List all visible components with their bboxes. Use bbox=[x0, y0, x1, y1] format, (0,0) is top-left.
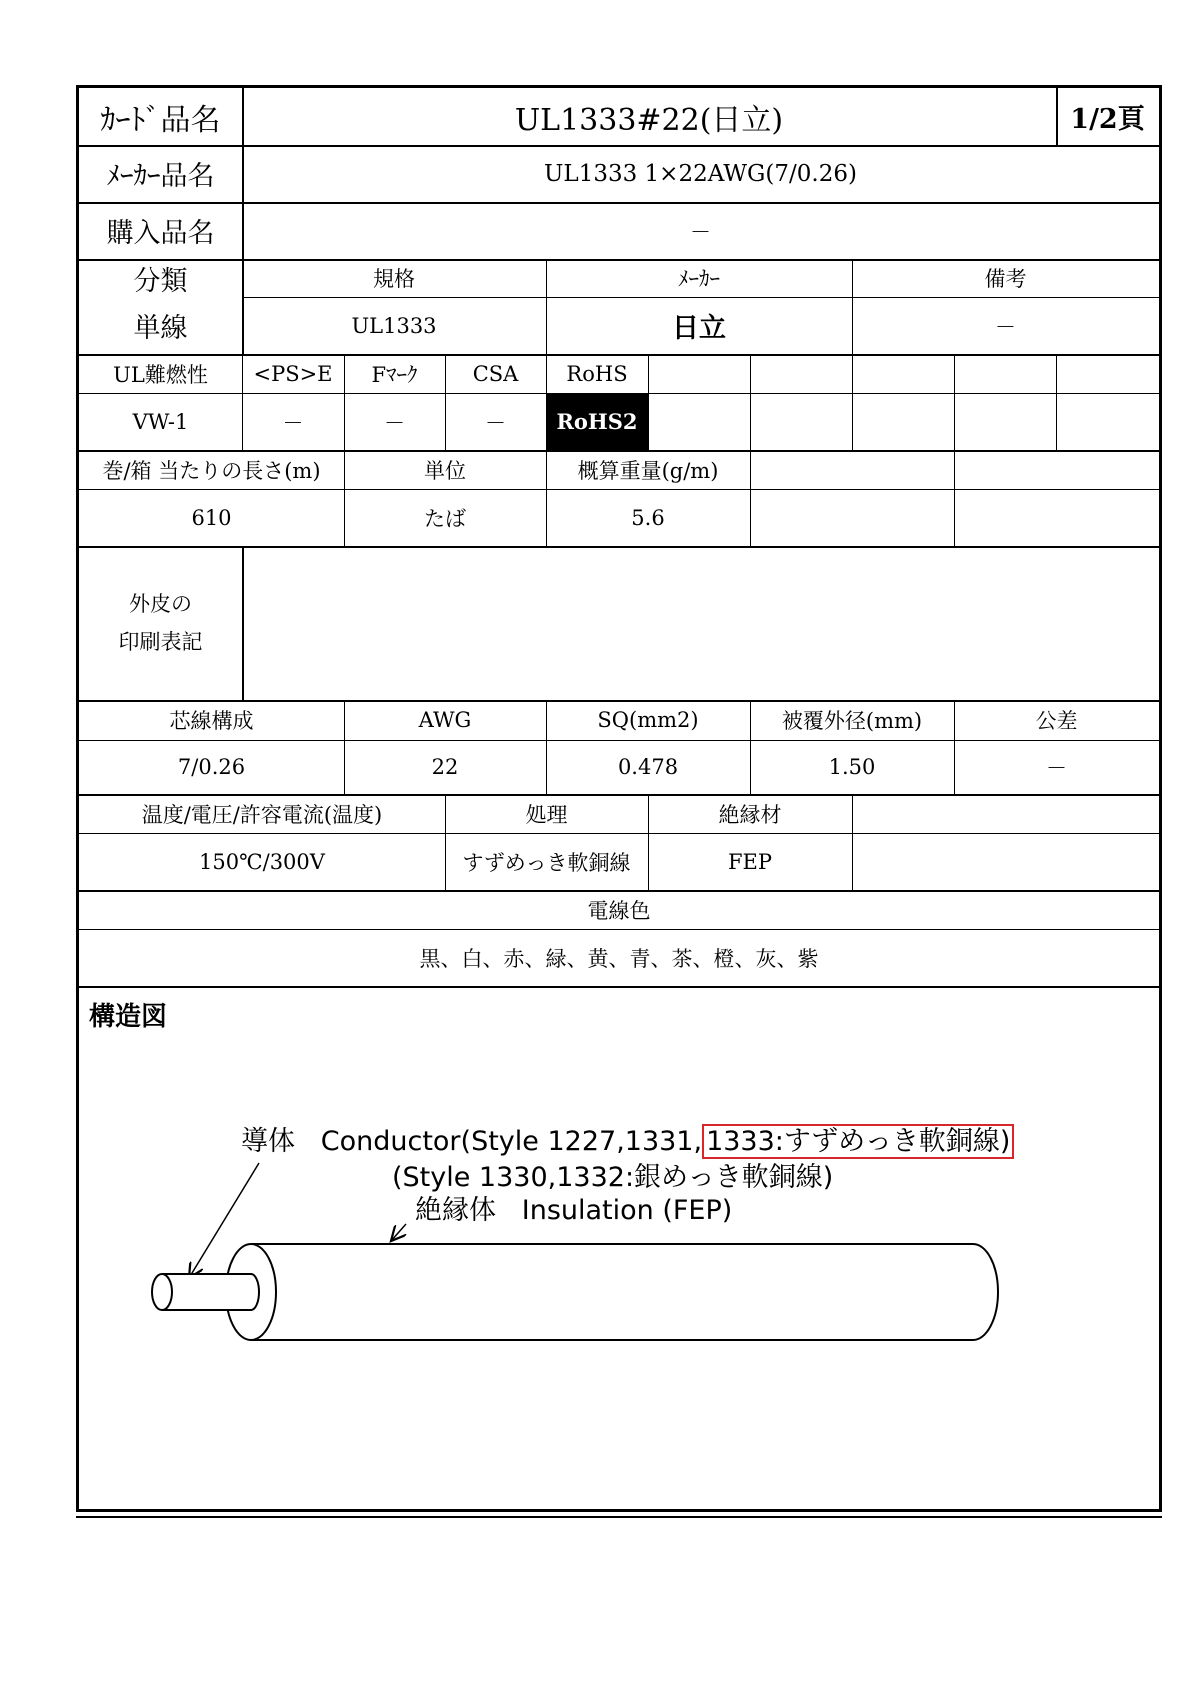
purchase-name-label: 購入品名 bbox=[106, 218, 215, 249]
conductor-styles-prefix: (Style 1227,1331, bbox=[460, 1126, 703, 1157]
wire-color-value: 黒、白、赤、緑、黄、青、茶、橙、灰、紫 bbox=[419, 946, 819, 971]
conductor-styles-close: ) bbox=[999, 1126, 1011, 1157]
ul-flame-value: VW-1 bbox=[132, 409, 189, 434]
printing-value bbox=[242, 546, 1159, 700]
ul-flame-header: UL難燃性 bbox=[113, 362, 208, 387]
insulation-label-en: Insulation (FEP) bbox=[521, 1195, 733, 1226]
rohs-header: RoHS bbox=[566, 361, 628, 386]
weight-value: 5.6 bbox=[631, 505, 665, 530]
strand-header: 芯線構成 bbox=[169, 709, 254, 733]
conductor-label-en: Conductor bbox=[320, 1126, 461, 1157]
structure-title: 構造図 bbox=[89, 1002, 168, 1032]
page-indicator: 1/2頁 bbox=[1070, 104, 1145, 135]
pse-header: <PS>E bbox=[253, 361, 333, 386]
csa-value: － bbox=[485, 410, 506, 435]
sheet-bottom-rule bbox=[76, 1516, 1162, 1518]
maker-value: 日立 bbox=[672, 313, 726, 344]
f-mark-header: Fﾏｰｸ bbox=[371, 362, 418, 387]
unit-value: たば bbox=[424, 506, 466, 531]
outer-diameter-header: 被覆外径(mm) bbox=[781, 709, 923, 733]
wire-color-label: 電線色 bbox=[587, 898, 651, 923]
conductor-end bbox=[152, 1274, 172, 1310]
structure-section bbox=[79, 986, 1159, 1509]
outer-diameter-value: 1.50 bbox=[828, 755, 876, 779]
rating-header: 温度/電圧/許容電流(温度) bbox=[141, 802, 383, 827]
classification-label: 分類 bbox=[133, 265, 188, 297]
sq-value: 0.478 bbox=[617, 755, 679, 779]
cable-diagram bbox=[79, 986, 1159, 1509]
alt-styles-label: (Style 1330,1332:銀めっき軟銅線) bbox=[392, 1162, 834, 1193]
awg-value: 22 bbox=[431, 755, 459, 779]
treatment-value: すずめっき軟銅線 bbox=[462, 850, 631, 875]
length-per-reel-header: 巻/箱 当たりの長さ(m) bbox=[102, 458, 321, 483]
length-per-reel-value: 610 bbox=[191, 505, 232, 530]
tolerance-header: 公差 bbox=[1035, 709, 1078, 733]
sq-header: SQ(mm2) bbox=[597, 708, 699, 732]
insulation-arrow bbox=[391, 1224, 406, 1241]
pse-value: － bbox=[282, 410, 304, 435]
conductor-styles-highlight: 1333:すずめっき軟銅線 bbox=[706, 1126, 1000, 1157]
conductor-core bbox=[162, 1274, 259, 1310]
tolerance-value: － bbox=[1046, 756, 1067, 780]
maker-name: UL1333 1×22AWG(7/0.26) bbox=[544, 160, 857, 187]
standard-header: 規格 bbox=[373, 267, 415, 291]
unit-header: 単位 bbox=[424, 458, 466, 483]
strand-value: 7/0.26 bbox=[177, 755, 246, 779]
standard-value: UL1333 bbox=[351, 313, 437, 338]
weight-header: 概算重量(g/m) bbox=[577, 458, 719, 483]
spec-sheet bbox=[76, 85, 1162, 1512]
card-name-label: ｶｰﾄﾞ品名 bbox=[100, 102, 221, 138]
card-name: UL1333#22(日立) bbox=[514, 102, 784, 138]
treatment-header: 処理 bbox=[525, 802, 568, 827]
conductor-label-jp: 導体 bbox=[241, 1126, 295, 1157]
maker-name-label: ﾒｰｶｰ品名 bbox=[106, 161, 215, 192]
classification-value: 単線 bbox=[133, 313, 188, 344]
remarks-header: 備考 bbox=[984, 267, 1027, 291]
printing-label-line2: 印刷表記 bbox=[118, 630, 203, 654]
rohs-badge: RoHS2 bbox=[546, 393, 648, 450]
f-mark-value: － bbox=[384, 410, 405, 435]
csa-header: CSA bbox=[472, 361, 519, 386]
printing-label-line1: 外皮の bbox=[129, 592, 192, 616]
maker-header: ﾒｰｶｰ bbox=[678, 267, 720, 291]
insulation-label-jp: 絶縁体 bbox=[415, 1195, 496, 1226]
printing-label bbox=[79, 546, 242, 700]
remarks-value: － bbox=[995, 314, 1016, 339]
rating-value: 150℃/300V bbox=[199, 849, 325, 874]
awg-header: AWG bbox=[418, 708, 472, 732]
cable-body bbox=[152, 1244, 998, 1340]
insulation-material-header: 絶縁材 bbox=[718, 802, 782, 827]
insulation-material-value: FEP bbox=[727, 849, 773, 874]
purchase-name: － bbox=[690, 219, 711, 244]
